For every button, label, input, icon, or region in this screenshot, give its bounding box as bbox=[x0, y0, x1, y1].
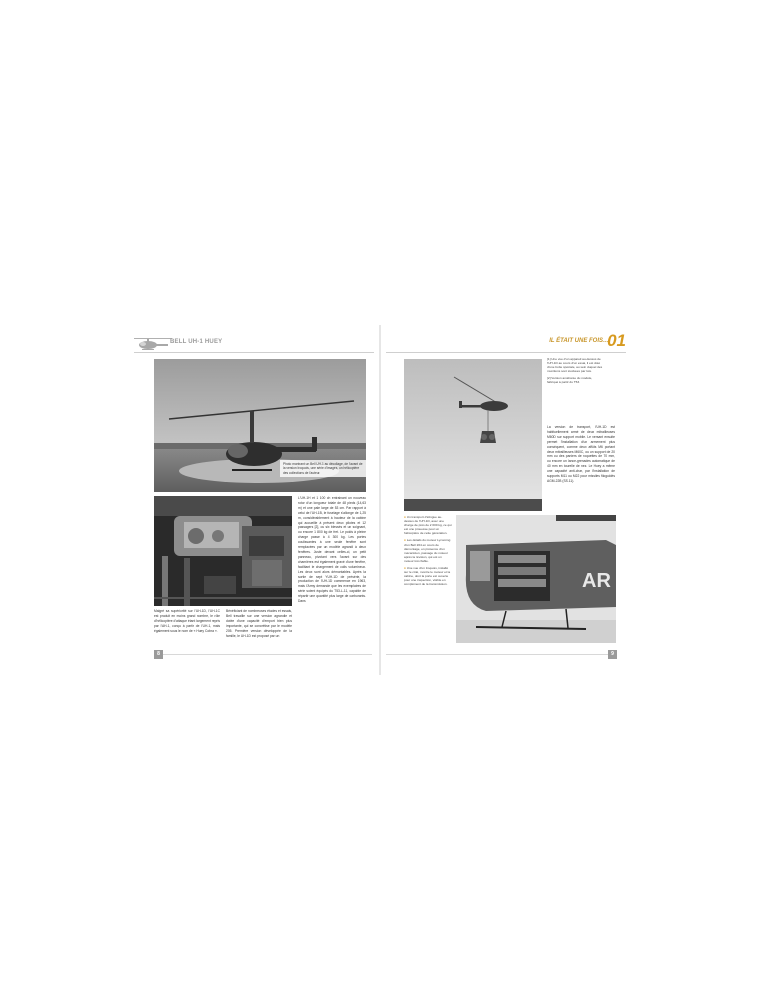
caption-top-right bbox=[547, 357, 603, 388]
caption-text: Une vue d'un Iroquois, installé sur le côté, montre le moteur et la cabine, dont la porte est ouverte pour une inspection, visible en complément de la transmission. bbox=[404, 566, 451, 587]
page-number-left: 8 bbox=[154, 650, 163, 659]
chapter-number: 01 bbox=[607, 331, 626, 350]
paragraph: Bénéficiant de nombreuses études et essais, Bell travaille sur une version agrandie et dotée d'une capacité d'emport bien plus importante, qui se concrétise par le modèle 205. Première version développée de la famille, le UH-1D est proposé par un bbox=[226, 609, 292, 638]
photo-huey-open-door-image bbox=[456, 515, 616, 643]
body-column-right-page bbox=[547, 425, 615, 486]
footer-rule bbox=[154, 654, 372, 655]
caption-item: [1] Une vue d'un appareil au-dessus de l'UH-1D au cours d'un essai, il est doté d'une boîte spéciale, au sein duquel des munitions sont stockées par lots. bbox=[547, 357, 603, 374]
paragraph: L'UH-1H et 1 100 ch entrainant un nouveau rotor d'un longueur totale de 48 pieds (14,63 m) et une pale large de 53 cm. Par rapport à celui de l'UH-1B, le fuselage s'allonge de 1,25 m, considérablement à hauteur de la cabine qui accueille à présent deux pilotes et 12 passagers [2], ou six blessés et un soignant, ou encore 1 800 kg de fret. Le poids à pleine charge passe à 4 300 kg. Les portes coulissantes à une seule fenêtre sont remplacées par un modèle agrandi à deux fenêtres. Juste devant celles-ci, un petit panneau, pivotant vers l'avant sur des charnières est également gravé d'une fenêtre, facilitant le chargement de colis volumineux. Les deux sont alors démontables. Après la sortie de sept YUH-1D de présérie, la production de l'UH-1D commence en 1963, mais l'Army demande que les exemplaires de série soient équipés du T53-L-11, capable de répartir une quantité plus large de carburants. Dans bbox=[298, 496, 366, 604]
bullet-icon: ● bbox=[404, 566, 407, 571]
running-title: BELL UH-1 HUEY bbox=[170, 339, 223, 345]
bullet-icon: ● bbox=[404, 538, 407, 543]
body-column-right bbox=[298, 496, 366, 606]
header-rule bbox=[386, 352, 626, 353]
header-rule bbox=[134, 352, 374, 353]
photo-huey-open-door bbox=[456, 515, 616, 643]
left-header bbox=[134, 335, 254, 351]
page-number-right: 9 bbox=[608, 650, 617, 659]
photo-engine-hangar bbox=[154, 496, 292, 606]
body-column-bottom-left bbox=[154, 609, 220, 636]
photo-huey-tarmac bbox=[154, 359, 366, 492]
svg-text:AR: AR bbox=[582, 570, 611, 592]
right-page bbox=[380, 325, 626, 675]
caption-item: [2] Version améliorée du modèle, fabriqué à partir du T53. bbox=[547, 376, 593, 385]
photo-sling-load bbox=[404, 359, 542, 511]
bullet-icon: ● bbox=[404, 515, 407, 519]
caption-text: Les détails du moteur Lycoming d'un Bell 204 en cours de démontage, en présence d'un mécanicien, passage du moteur après la révision, qui est un moteur très fiable. bbox=[404, 538, 451, 563]
body-column-bottom-mid bbox=[226, 609, 292, 640]
photo1-caption: Photo montrant un Bell UH-1 au décollage, de l'avant de la version Iroquois, une série d'images, un hélicoptère des collections de l'auteur. bbox=[280, 460, 366, 477]
footer-rule bbox=[386, 654, 616, 655]
helicopter-icon bbox=[134, 335, 172, 351]
magazine-spread bbox=[134, 325, 626, 675]
left-page bbox=[134, 325, 380, 675]
caption-text: Un transport d'élingue au-dessus de l'UH-1D, avec une charge de près de 2 000 kg, ce qui est une prouesse pour un hélicoptère de cette génération. bbox=[404, 515, 452, 536]
photo-engine-hangar-image bbox=[154, 496, 292, 606]
caption-item bbox=[404, 538, 452, 563]
right-header bbox=[506, 331, 626, 351]
captions-left-column bbox=[404, 515, 452, 590]
paragraph: La version de transport, l'UH-1D est habituellement armé de deux mitrailleuses M60D sur support mobile. Le versant ensuite permet l'installation d'un armement plus conséquent, comme deux affûts M6 portant deux mitrailleuses M60C, ou un support de 20 mm ou des paniers de roquettes de 70 mm, ou encore un lance-grenades automatique de 40 mm en tourelle de nez. Le Huey a même une capacité anti-char, par l'installation de supports M11 ou M22 pour missiles filoguidés AGM-22B (SS.11). bbox=[547, 425, 615, 483]
paragraph: Malgré sa supériorité sur l'UH-1D, l'UH-1C est produit en moins grand nombre, le rôle d'hélicoptère d'attaque étant largement repris par l'AH-1, conçu à partir de l'UH-1, mais également sous le nom de « Huey Cobra ». bbox=[154, 609, 220, 633]
photo-sling-load-image bbox=[404, 359, 542, 511]
caption-item bbox=[404, 566, 452, 586]
caption-item bbox=[404, 515, 452, 535]
chapter-title: IL ÉTAIT UNE FOIS… bbox=[549, 338, 609, 344]
